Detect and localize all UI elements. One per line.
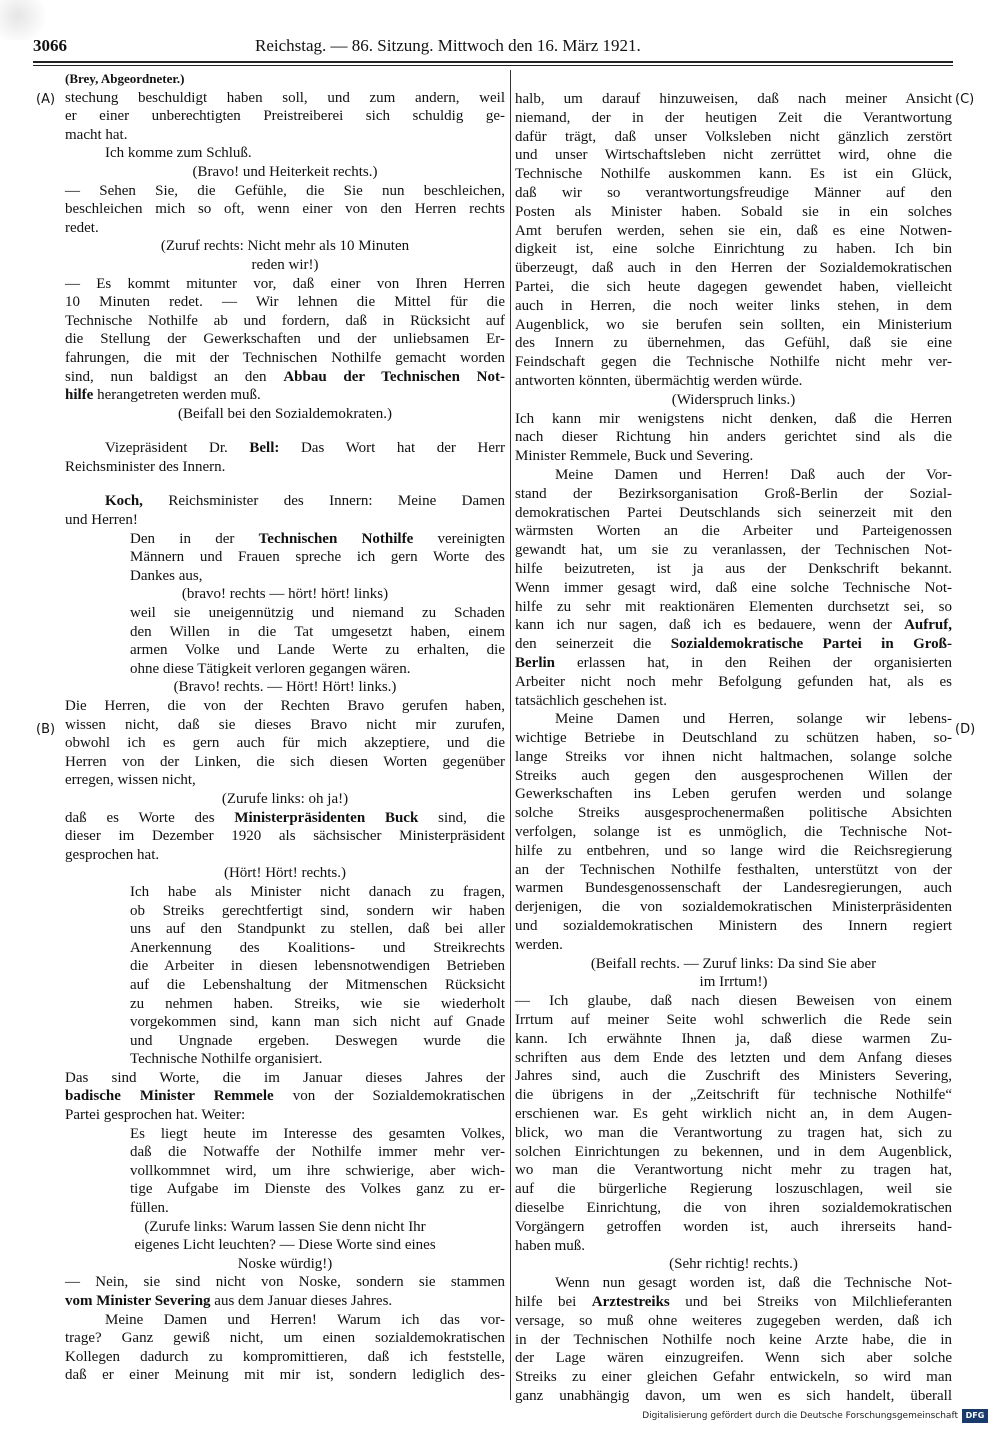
text-line: und unser Wirtschaftsleben nicht zerrüttet wird, ohne die <box>515 147 952 164</box>
bold-text: Bell: <box>249 440 280 457</box>
text-line: und Herren! <box>65 512 138 529</box>
running-header <box>33 36 963 58</box>
text-line: (Bravo! rechts. — Hört! Hört! links.) <box>173 679 397 696</box>
text-line: werden. <box>515 936 563 953</box>
text-line <box>65 368 505 387</box>
text-line: tatsächlich geschehen ist. <box>515 692 668 709</box>
text-line: Wenn immer gesagt wird, daß eine solche Technische Not- <box>515 579 952 596</box>
text-line: — Sehen Sie, die Gefühle, die Sie nun beschleichen, <box>65 182 505 199</box>
text-line: Es liegt heute im Interesse des gesamten Volkes, <box>130 1125 505 1142</box>
text-line <box>65 809 505 828</box>
text-line: wo man die Verantwortung nicht mehr zu tragen hat, <box>515 1162 952 1179</box>
text-line: Meine Damen und Herren! Warum ich das vor- <box>105 1311 505 1328</box>
dfg-logo: DFG <box>962 1409 988 1423</box>
interjection <box>65 864 505 883</box>
text-line: lange Streiks vor ihnen nicht haltmachen, solange solche <box>515 748 952 765</box>
bold-text: Aufruf, <box>904 617 952 634</box>
text-segment: von der Sozialdemokratischen <box>273 1088 505 1105</box>
text-line <box>515 616 952 635</box>
header-rule-thin <box>33 65 953 66</box>
text-line: (Zuruf rechts: Nicht mehr als 10 Minuten <box>160 238 410 255</box>
text-line: obwohl ich es gern auch für mich akzeptiere, und die <box>65 735 505 752</box>
text-line: (Zurufe links: oh ja!) <box>221 790 349 807</box>
column-divider <box>510 70 511 1400</box>
text-segment: und bei Streiks von Milchlieferanten <box>669 1294 952 1310</box>
bold-text: Ministerpräsidenten Buck <box>234 809 419 826</box>
text-line: Gewerkschaften ins Leben gerufen werden und solange <box>515 786 952 803</box>
text-line: zu nehmen haben. Streiks, wie sie wiederholt <box>130 995 505 1012</box>
text-line: Streiks zu einer gleichen Gefahr entwickeln, so wird man <box>515 1369 952 1386</box>
text-line: dieser im Dezember 1920 als sächsischer Ministerpräsident <box>65 828 505 845</box>
text-line: macht hat. <box>65 126 128 143</box>
text-line: tige Aufgabe im Dienste des Volkes ganz zu er- <box>130 1181 505 1198</box>
text-line: wichtige Betriebe in Deutschland zu schützen haben, so- <box>515 730 952 747</box>
text-line: fahrungen, die mit der Technischen Nothilfe gemacht worden <box>65 349 505 366</box>
bold-text: Koch, <box>105 493 143 510</box>
interjection <box>65 237 505 274</box>
text-line: Meine Damen und Herren! Daß auch der Vor- <box>555 466 952 483</box>
text-line: Technische Nothilfe auskommen kann. Es ist ein Glück, <box>515 166 952 183</box>
quotation <box>65 883 505 1069</box>
bold-text: vom Minister Severing <box>65 1293 211 1309</box>
text-line: dieselbe Einrichtung, die von ihren sozialdemokratischen <box>515 1200 952 1217</box>
text-line: Irrtum auf meiner Seite wohl schwerlich die Rede sein <box>515 1012 952 1029</box>
margin-marker-b: (B) <box>36 722 56 737</box>
text-line: der Lage wären einzugreifen. Wenn sich aber solche <box>515 1350 952 1367</box>
quotation <box>65 530 505 586</box>
text-line <box>65 1292 505 1311</box>
text-line: auf die Lebenshaltung der Mitmenschen Rücksicht <box>130 976 505 993</box>
paragraph <box>65 144 505 163</box>
page-number: 3066 <box>33 36 67 55</box>
interjection <box>65 585 505 604</box>
text-line: nach dieser Richtung hin anders gerichtet sind als die <box>515 429 952 446</box>
text-line: dafür trägt, daß unser Volksleben nicht gänzlich zerstört <box>515 128 952 145</box>
text-line <box>515 1293 952 1312</box>
text-line: Jahres sind, auch die Zuschrift des Ministers Severing, <box>515 1068 952 1085</box>
text-line: verfolgen, solange ist es unmöglich, die Technische Not- <box>515 824 952 841</box>
text-line: Wenn nun gesagt worden ist, daß die Technische Not- <box>555 1275 952 1292</box>
text-line: — Es kommt mitunter vor, daß einer von Ihren Herren <box>65 275 505 292</box>
text-line: eigenes Licht leuchten? — Diese Worte sind eines <box>134 1237 436 1254</box>
text-line: gesprochen hat. <box>65 846 160 863</box>
text-line: wärmsten Worten an die Arbeiter und Parteigenossen <box>515 523 952 540</box>
bold-text: Technischen Nothilfe <box>258 530 414 547</box>
paragraph <box>65 1069 505 1125</box>
text-line: Vorgängern getroffen worden ist, auch ihrerseits hand- <box>515 1218 952 1235</box>
text-line: Männern und Frauen spreche ich gern Worte des <box>130 549 505 566</box>
text-line: (Hört! Hört! rechts.) <box>223 865 347 882</box>
text-line: wissen nicht, daß sie dieses Bravo nicht mir zurufen, <box>65 716 505 733</box>
text-line: Ich kann mir wenigstens nicht denken, daß die Herren <box>515 410 952 427</box>
paragraph <box>515 410 952 466</box>
paragraph <box>65 1311 505 1385</box>
margin-marker-a: (A) <box>36 92 56 107</box>
interjection <box>65 163 505 182</box>
text-segment: Den in der <box>130 530 259 547</box>
text-line: Dankes aus, <box>130 567 203 584</box>
paragraph <box>515 466 952 710</box>
interjection <box>515 955 952 993</box>
header-title: Reichstag. — 86. Sitzung. Mittwoch den 16. März 1921. <box>255 36 641 55</box>
text-line: in der Technischen Nothilfe noch keine Arzte habe, die in <box>515 1331 952 1348</box>
text-line: trage? Ganz gewiß nicht, um einen sozialdemokratischen <box>65 1330 505 1347</box>
speaker-note <box>65 70 505 89</box>
text-segment: sind, nun baldigst an den <box>65 368 284 385</box>
text-line: und Ungnade ergeben. Deswegen wurde die <box>130 1032 505 1049</box>
paragraph <box>65 89 505 145</box>
text-line: (Widerspruch links.) <box>671 391 796 408</box>
text-line: (Brey, Abgeordneter.) <box>65 71 185 86</box>
text-line: ohne diese Tätigkeit verloren gegangen wären. <box>130 660 411 677</box>
text-line: des Innern zu übernehmen, das Gefühl, daß sie eine <box>515 335 952 352</box>
text-line: im Irrtum!) <box>699 974 768 991</box>
interjection <box>65 678 505 697</box>
text-line: Die Herren, die von der Rechten Bravo gerufen haben, <box>65 698 505 714</box>
text-segment: erlassen hat, in den Reihen der organisierten <box>555 654 952 671</box>
text-line: die übrigens in der „Zeitschrift für technische Nothilfe“ <box>515 1087 952 1104</box>
text-line: er einer unberechtigten Preistreiberei sich schuldig ge- <box>65 108 505 125</box>
paragraph <box>65 439 505 476</box>
text-segment: herangetreten werden muß. <box>93 387 261 404</box>
paragraph <box>65 275 505 405</box>
text-line: Ich komme zum Schluß. <box>105 145 252 162</box>
text-line: auf die bürgerliche Regierung loszuschlagen, weil sie <box>515 1181 952 1198</box>
text-line: versage, so muß ohne weiteres zugegeben werden, daß ich <box>515 1312 952 1329</box>
text-line: daß er einer Meinung mit mir ist, sondern lediglich des- <box>65 1367 505 1384</box>
text-line: digkeit ist, eine solche Einrichtung zu haben. Ich bin <box>515 241 952 258</box>
text-line: beschleichen mich so oft, wenn einer von den Herren rechts <box>65 201 505 218</box>
text-line: redet. <box>65 219 99 236</box>
text-line: (Beifall rechts. — Zuruf links: Da sind Sie aber <box>590 955 877 972</box>
paragraph <box>515 992 952 1255</box>
text-line: halb, um darauf hinzuweisen, daß nach meiner Ansicht <box>515 91 952 107</box>
text-line: auch in Herren, die noch weiter links stehen, in dem <box>515 297 952 314</box>
text-line: vorgekommen sind, kann man sich nicht auf Gnade <box>130 1014 505 1031</box>
text-line: die Arbeiter in diesen lebensnotwendigen Betrieben <box>130 958 505 975</box>
text-line <box>65 492 505 511</box>
text-segment: Vizepräsident Dr. <box>105 440 250 457</box>
bold-text: badische Minister Remmele <box>65 1088 274 1105</box>
paragraph <box>65 492 505 529</box>
text-line: Technische Nothilfe ab und fordern, daß in Rücksicht auf <box>65 312 505 329</box>
text-segment: Das Wort hat der Herr <box>279 440 505 457</box>
bold-text: Berlin <box>515 654 555 671</box>
interjection <box>515 391 952 410</box>
text-line: Augenblick, wo sie berufen sein sollten, ein Ministerium <box>515 316 952 333</box>
text-line: Das sind Worte, die im Januar dieses Jahres der <box>65 1069 505 1086</box>
text-line: Partei gesprochen hat. Weiter: <box>65 1107 246 1124</box>
text-line: Ich habe als Minister nicht danach zu fragen, <box>130 883 505 900</box>
text-line: erschienen war. Es geht wirklich nicht an, in dem Augen- <box>515 1106 952 1123</box>
text-segment: daß es Worte des <box>65 809 235 826</box>
margin-marker-d: (D) <box>955 722 976 737</box>
text-line: vollkommnet wird, um ihre schwierige, aber wich- <box>130 1162 505 1179</box>
text-line: Herren von der Linken, die sich diesen Worten gegenüber <box>65 753 505 770</box>
bold-text: hilfe <box>65 387 94 404</box>
text-line: (Zurufe links: Warum lassen Sie denn nicht Ihr <box>144 1218 426 1235</box>
text-line: stand der Bezirksorganisation Groß-Berlin der Sozial- <box>515 485 952 502</box>
bold-text: Sozialdemokratische Partei in Groß- <box>670 636 953 653</box>
text-line: Minister Remmele, Buck und Severing. <box>515 448 754 465</box>
text-line: solchen Einrichtungen zu bekennen, und in dem Augenblick, <box>515 1143 952 1160</box>
interjection <box>515 1255 952 1274</box>
text-segment: aus dem Januar dieses Jahres. <box>210 1293 393 1309</box>
text-line: Amt berufen werden, sehen sie ein, daß es eine Notwen- <box>515 222 952 239</box>
paragraph-gap <box>65 476 505 492</box>
left-column <box>65 70 505 1385</box>
interjection <box>65 405 505 424</box>
text-segment: den seinerzeit die <box>515 636 671 653</box>
text-line: Feindschaft gegen die Technische Nothilfe nicht mehr ver- <box>515 354 952 371</box>
text-line: Anerkennung des Koalitions- und Streikrechts <box>130 939 505 956</box>
text-segment: Reichsminister des Innern: Meine Damen <box>142 493 505 510</box>
text-line: Streiks auch gegen den ausgesprochenen Willen der <box>515 767 952 784</box>
bold-text: Abbau der Technischen Not- <box>283 368 505 385</box>
paragraph <box>65 697 505 790</box>
right-column <box>515 90 952 1406</box>
text-line <box>130 530 505 549</box>
text-line: Arbeiter nicht noch mehr Befolgung gefunden hat, als es <box>515 673 952 690</box>
text-line: gewandt hat, um sie zu veranlassen, der Technischen Not- <box>515 542 952 559</box>
text-line: ganz unabhängig davon, um wen es sich handelt, überall <box>515 1387 952 1404</box>
header-rule <box>33 61 953 63</box>
text-line: hilfe zu sehr mit reaktionären Elementen durchsetzt sei, so <box>515 598 952 615</box>
text-line: (Beifall bei den Sozialdemokraten.) <box>177 405 393 422</box>
text-line: blick, wo man die Verantwortung zu tragen hat, sich zu <box>515 1124 952 1141</box>
text-line: Posten als Minister haben. Sobald sie in ein solches <box>515 203 952 220</box>
text-line <box>65 1087 505 1106</box>
paragraph <box>515 1274 952 1406</box>
text-line: ob Streiks gerechtfertigt sind, sondern wir haben <box>130 902 505 919</box>
paragraph <box>65 809 505 865</box>
paragraph <box>65 182 505 238</box>
quotation <box>65 1125 505 1218</box>
text-line: Noske würdig!) <box>237 1255 333 1272</box>
text-line: weil sie uneigennützig und niemand zu Schaden <box>130 605 505 622</box>
text-line: schriften aus dem Ende des letzten und dem Anfang dieses <box>515 1049 952 1066</box>
text-line: demokratischen Partei Deutschlands sich seinerzeit mit den <box>515 504 952 521</box>
scan-artifact <box>0 0 60 40</box>
text-line: Kollegen dadurch zu kompromittieren, daß ich feststelle, <box>65 1348 505 1365</box>
text-line: haben muß. <box>515 1237 585 1254</box>
text-segment: sind, die <box>418 809 505 826</box>
text-line: die Stellung der Gewerkschaften und der unliebsamen Er- <box>65 331 505 348</box>
text-line: uns auf den Standpunkt zu stellen, daß bei aller <box>130 921 505 938</box>
text-line: derjenigen, die von sozialdemokratischen Ministerpräsidenten <box>515 899 952 916</box>
text-segment: hilfe bei <box>515 1294 592 1310</box>
text-line: — Nein, sie sind nicht von Noske, sondern sie stammen <box>65 1274 505 1291</box>
text-line: — Ich glaube, daß nach diesen Beweisen von einem <box>515 993 952 1010</box>
text-line: Reichsminister des Innern. <box>65 458 226 475</box>
text-line: kann. Ich erwähnte Ihnen ja, daß diese warmen Zu- <box>515 1030 952 1047</box>
bold-text: Arztestreiks <box>591 1294 670 1310</box>
text-line: Partei, die sich heute dagegen gewendet haben, vielleicht <box>515 278 952 295</box>
text-line: den Willen in die Tat umgesetzt haben, einem <box>130 623 505 640</box>
text-line: niemand, der in der heutigen Zeit die Verantwortung <box>515 109 952 126</box>
paragraph <box>515 710 952 954</box>
paragraph <box>65 1273 505 1310</box>
text-line: hilfe zu entbehren, und so lange wird die Reichsregierung <box>515 842 952 859</box>
interjection <box>65 1218 505 1274</box>
text-line: (Sehr richtig! rechts.) <box>669 1256 798 1273</box>
text-line: Technische Nothilfe organisiert. <box>130 1051 323 1068</box>
text-line: und sozialdemokratischen Ministern des Innern regiert <box>515 918 952 935</box>
text-line: überzeugt, daß auch in den Herren der Sozialdemokratischen <box>515 260 952 277</box>
text-line: füllen. <box>130 1200 169 1217</box>
text-segment: kann ich nur sagen, daß ich es bedauere, wenn der <box>515 617 905 634</box>
text-line <box>65 439 505 458</box>
text-line: (Bravo! und Heiterkeit rechts.) <box>192 163 378 180</box>
text-line <box>515 635 952 654</box>
text-line: an der Technischen Nothilfe festhalten, unterstützt von der <box>515 861 952 878</box>
text-line <box>515 654 952 673</box>
text-line: reden wir!) <box>251 256 319 273</box>
text-line: (bravo! rechts — hört! hört! links) <box>181 586 389 603</box>
text-line: armen Volke und Lande Werte zu erhalten, die <box>130 642 505 659</box>
text-line: erregen, wissen nicht, <box>65 772 196 789</box>
text-line <box>65 386 505 405</box>
paragraph-gap <box>65 423 505 439</box>
text-line: daß die Notwaffe der Nothilfe immer mehr ver- <box>130 1144 505 1161</box>
digitization-credit: Digitalisierung gefördert durch die Deutsche Forschungsgemeinschaft <box>642 1411 958 1421</box>
paragraph <box>515 90 952 391</box>
text-line: warmen Bundesgenossenschaft der Landesregierungen, auch <box>515 880 952 897</box>
text-line: Meine Damen und Herren, solange wir lebens- <box>555 711 952 728</box>
text-line: 10 Minuten redet. — Wir lehnen die Mittel für die <box>65 294 505 311</box>
text-line: stechung beschuldigt haben soll, und zum andern, weil <box>65 89 505 106</box>
text-line: solche Streiks ausgesprochenermaßen politische Absichten <box>515 805 952 822</box>
margin-marker-c: (C) <box>955 92 975 107</box>
quotation <box>65 604 505 678</box>
text-line: daß wir so verantwortungsfreudige Männer auf den <box>515 184 952 201</box>
text-line: hilfe beizutreten, ist ja aus der Denkschrift bekannt. <box>515 560 952 577</box>
text-line: antworten könnten, übermächtig werden würde. <box>515 372 803 389</box>
text-segment: vereinigten <box>413 530 505 547</box>
interjection <box>65 790 505 809</box>
